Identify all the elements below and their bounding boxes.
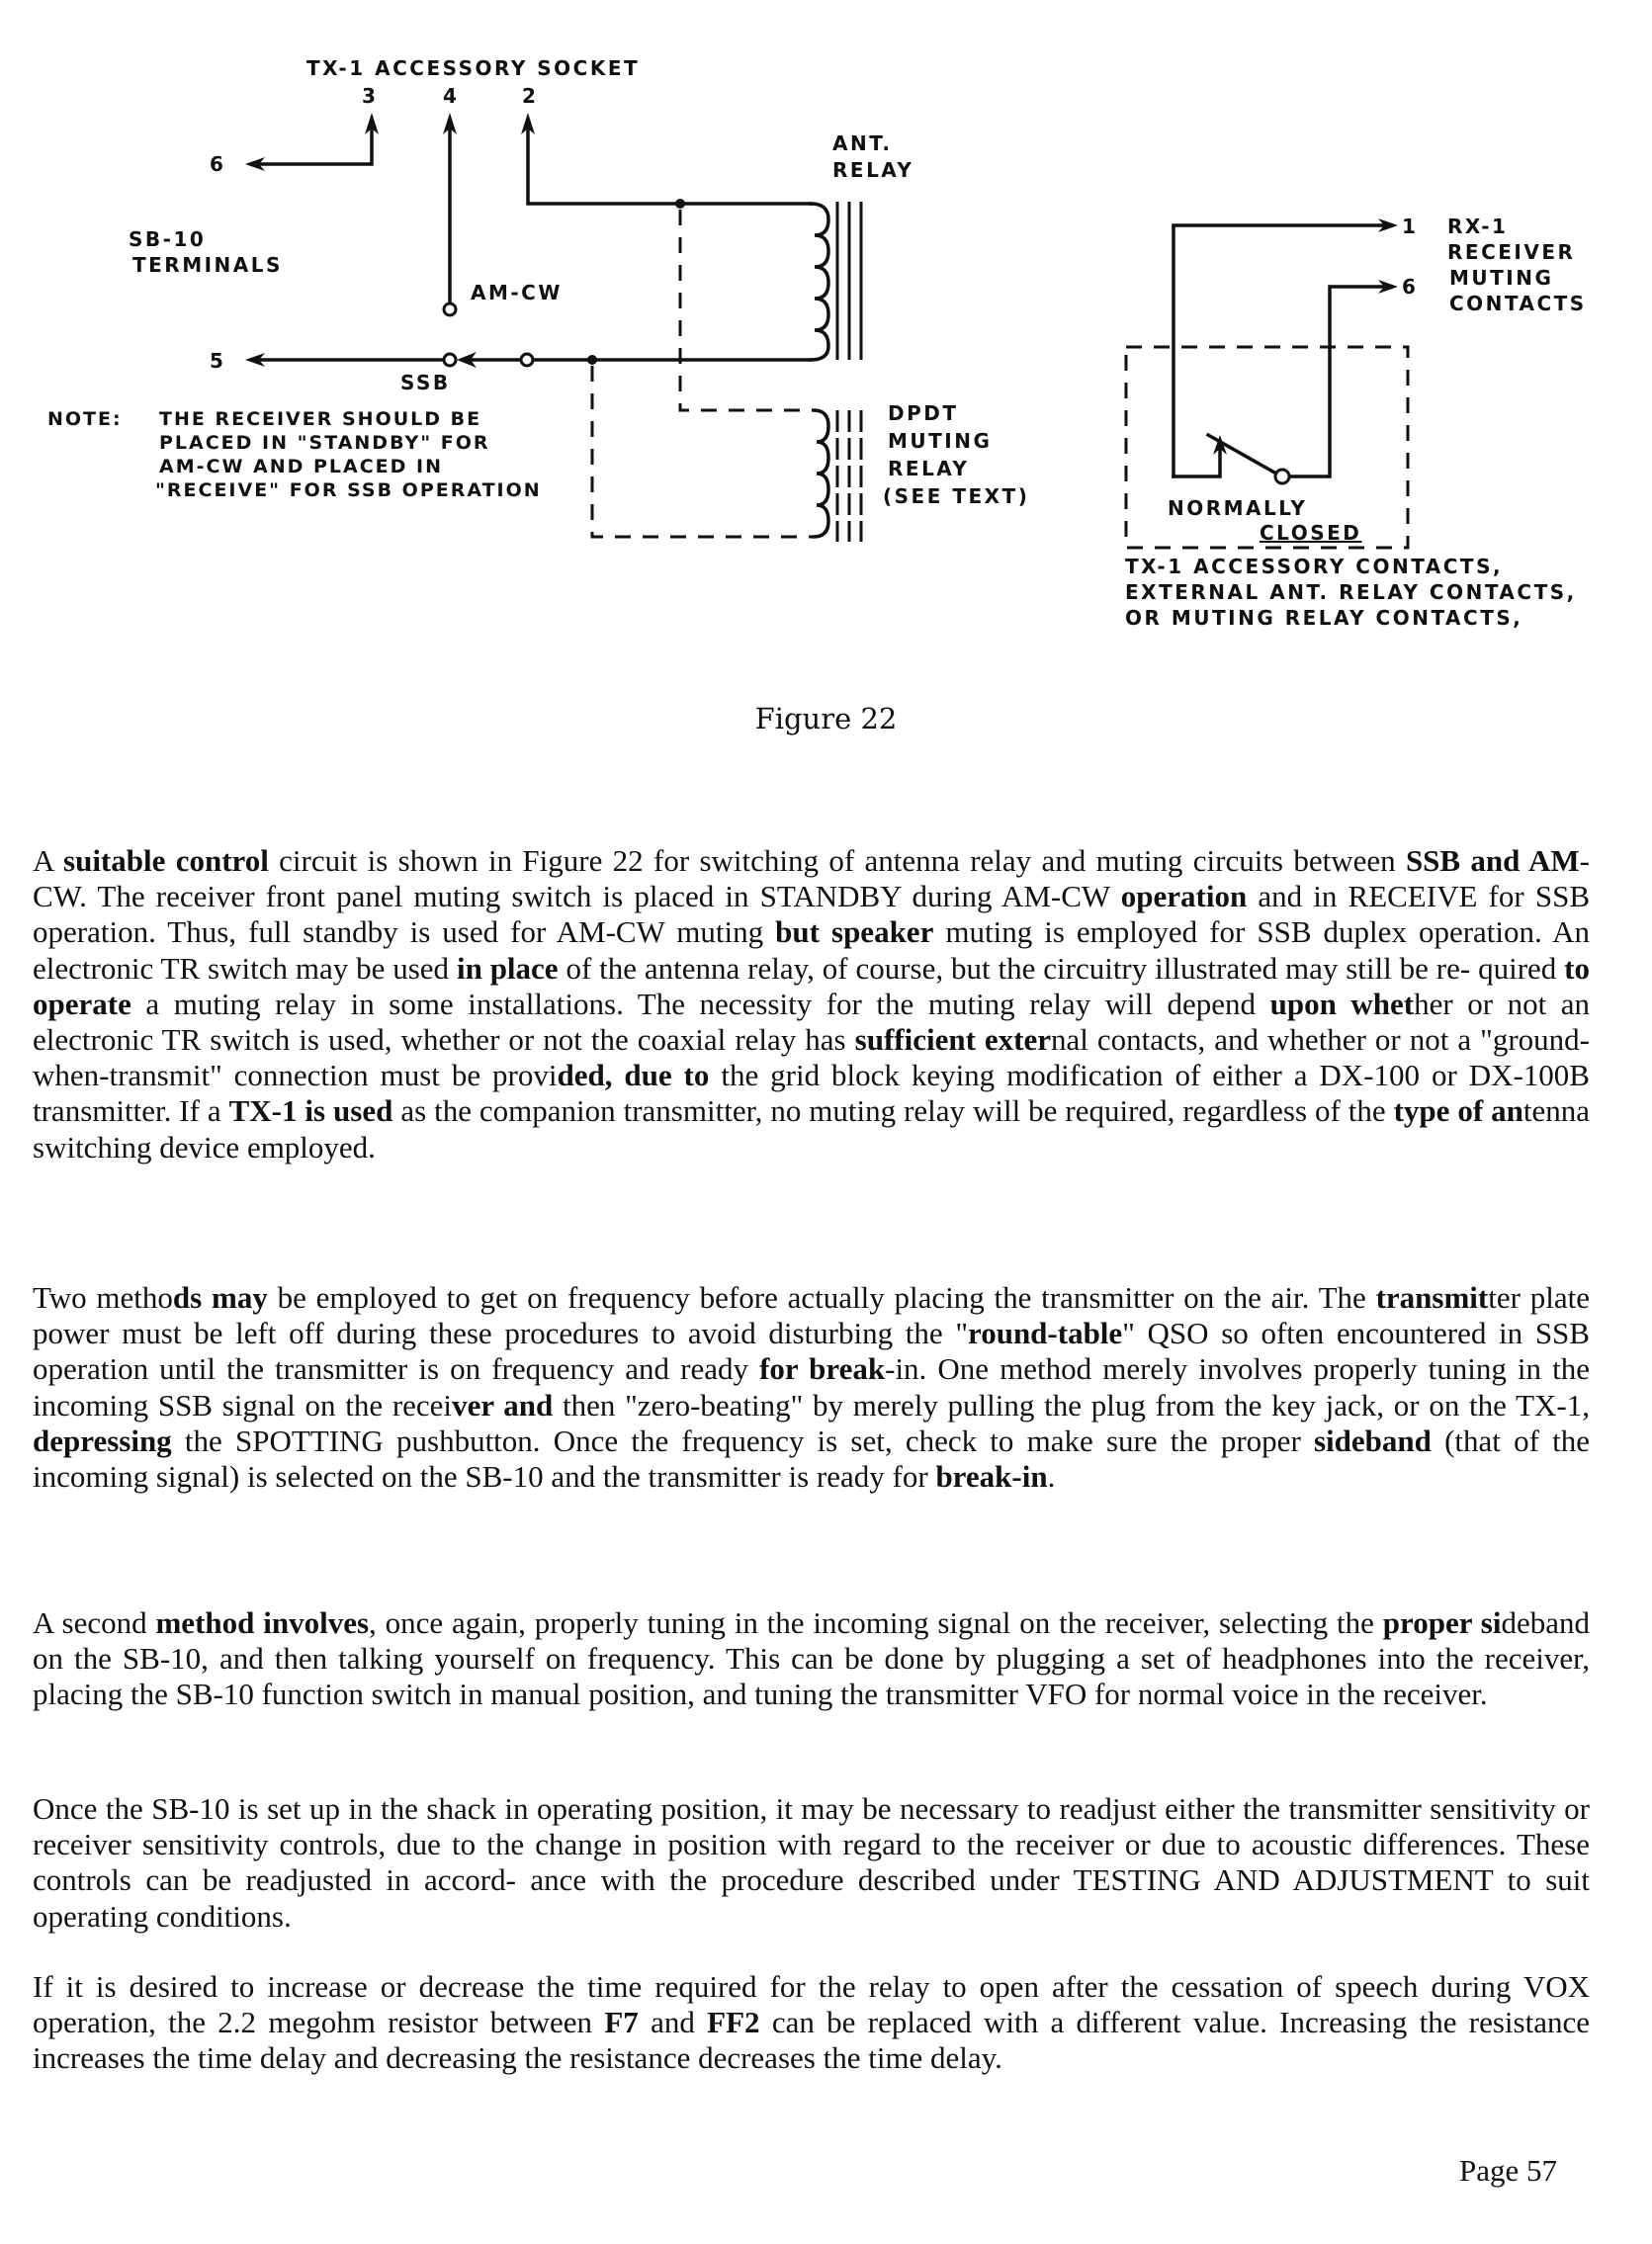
dashed-link-bottom [592, 366, 814, 537]
text-run: operation [1120, 879, 1248, 914]
footer-line-2: EXTERNAL ANT. RELAY CONTACTS, [1125, 580, 1577, 604]
pin-4-label: 4 [443, 84, 460, 108]
text-run: ded, due to [557, 1058, 710, 1093]
text-run: a muting relay in some installations. The necessity for the muting relay will depend [130, 986, 1270, 1021]
text-run: suitable control [63, 843, 269, 878]
text-run: and [638, 2005, 708, 2040]
note-line-2: PLACED IN "STANDBY" FOR [159, 432, 490, 454]
paragraph-3 [33, 1605, 1590, 1713]
pin-2-wire [521, 113, 811, 209]
text-run: but speaker [775, 914, 934, 950]
text-run: TX-1 is used [228, 1093, 393, 1129]
figure-caption: Figure 22 [754, 702, 898, 735]
text-run: to operate [33, 950, 1590, 1021]
terminal-6-label: 6 [210, 152, 226, 176]
text-run: " QSO so often encountered in SSB operation until the transmitter is on frequency and ready [33, 1316, 1590, 1387]
relay-label-2: RELAY [888, 457, 970, 480]
text-run: -in. One method merely involves properly tuning in the incoming SSB signal on the recei [33, 1351, 1590, 1423]
paragraph-1 [33, 843, 1590, 1165]
text-run: type of an [1393, 1093, 1523, 1129]
text-run: and in RECEIVE for SSB operation. Thus, full standby is used for AM-CW muting [33, 879, 1590, 950]
text-run: round-table [968, 1316, 1123, 1351]
text-run: deband on the SB-10, and then talking yourself on frequency. This can be done by plugging a set of headphones into the receiver, placing the SB-10 function switch in manual position, and tuning the transmitter VFO for normal voice in the receiver. [33, 1605, 1590, 1712]
text-run: her or not an electronic TR switch is used, whether or not the coaxial relay has [33, 986, 1591, 1058]
switch-pivot-icon [521, 354, 533, 366]
text-run: transmit [1375, 1280, 1489, 1315]
text-run: for break [759, 1351, 886, 1387]
text-run: the grid block keying modification of either a DX-100 or DX-100B transmitter. If a [33, 1058, 1590, 1129]
text-run: A second [33, 1605, 156, 1640]
text-run: -CW. The receiver front panel muting switch is placed in STANDBY during AM-CW [33, 843, 1590, 914]
left-schematic [47, 56, 1029, 542]
ssb-label: SSB [400, 371, 451, 394]
text-run: upon whet [1269, 986, 1415, 1021]
text-run: can be replaced with a different value. Increasing the resistance increases the time delay and decreasing the resistance decreases the time delay. [33, 2005, 1590, 2076]
text-run: depressing [33, 1423, 172, 1458]
pin-4-wire [443, 113, 457, 315]
right-schematic [1125, 215, 1587, 630]
ant-label: ANT. [832, 131, 893, 155]
text-run: sufficient exter [854, 1022, 1052, 1058]
terminal-6-label-right: 6 [1402, 275, 1419, 299]
text-run: then "zero-beating" by merely pulling the plug from the key jack, or on the TX-1, [553, 1387, 1590, 1423]
text-run: , once again, properly tuning in the incoming signal on the receiver, selecting the [369, 1605, 1383, 1640]
normally-label: NORMALLY [1168, 496, 1308, 520]
pin-2-label: 2 [522, 84, 539, 108]
terminal-5-label: 5 [210, 349, 226, 373]
text-run: muting is employed for SSB duplex operation. An electronic TR switch may be used [33, 914, 1590, 986]
text-run: of the antenna relay, of course, but the circuitry illustrated may still be re- quired [558, 950, 1565, 986]
normally-closed-switch [1174, 435, 1289, 483]
footer-line-1: TX-1 ACCESSORY CONTACTS, [1125, 555, 1504, 578]
footer-line-3: OR MUTING RELAY CONTACTS, [1125, 606, 1523, 630]
text-run: be employed to get on frequency before actually placing the transmitter on the air. The [267, 1280, 1376, 1315]
text-run: the SPOTTING pushbutton. Once the frequency is set, check to make sure the proper [171, 1423, 1314, 1458]
dashed-link-top [680, 210, 814, 410]
text-run: in place [456, 950, 559, 986]
sb10-label: SB-10 [129, 227, 207, 251]
paragraph-5 [33, 1969, 1590, 2077]
note-prefix: NOTE: [47, 408, 123, 430]
contacts-label: CONTACTS [1449, 292, 1587, 315]
paragraph-2 [33, 1280, 1590, 1495]
dpdt-muting-relay-coil [814, 410, 861, 542]
text-run: (that of the incoming signal) is selected on the SB-10 and the transmitter is ready for [33, 1423, 1590, 1495]
text-run: circuit is shown in Figure 22 for switching of antenna relay and muting circuits between [268, 843, 1406, 878]
note-line-4: "RECEIVE" FOR SSB OPERATION [155, 479, 542, 501]
antenna-relay-coil [811, 202, 861, 360]
dpdt-label: DPDT [888, 401, 959, 425]
amcw-contact-icon [444, 303, 456, 315]
ssb-contact-icon [444, 354, 456, 366]
see-text-label: (SEE TEXT) [883, 484, 1030, 508]
terminal-1-label: 1 [1402, 215, 1419, 238]
junction-dot [675, 199, 685, 209]
rx1-label: RX-1 [1447, 215, 1509, 238]
junction-dot [587, 355, 597, 365]
wire-to-terminal-6 [1288, 287, 1384, 476]
pin-3-label: 3 [362, 84, 379, 108]
text-run: break-in [935, 1459, 1048, 1495]
text-run: as the companion transmitter, no muting relay will be required, regardless of the [392, 1093, 1394, 1129]
text-run: ds may [172, 1280, 268, 1315]
switch-contact-icon [1275, 470, 1289, 483]
figure-22-schematic [0, 0, 1652, 692]
text-run: SSB and AM [1405, 843, 1580, 878]
text-run: If it is desired to increase or decrease the time required for the relay to open after the cessation of speech during VOX operation, the 2.2 megohm resistor between [33, 1969, 1590, 2040]
terminals-label: TERMINALS [132, 253, 283, 277]
text-run: FF2 [707, 2005, 760, 2040]
note-line-3: AM-CW AND PLACED IN [159, 456, 444, 477]
text-run: method involves [155, 1605, 370, 1640]
page-number: Page 57 [1459, 2153, 1558, 2188]
text-run: tenna switching device employed. [33, 1093, 1591, 1165]
text-run: ter plate power must be left off during these procedures to avoid disturbing the " [33, 1280, 1590, 1351]
text-run: F7 [604, 2005, 639, 2040]
text-run: proper si [1382, 1605, 1502, 1640]
note-line-1: THE RECEIVER SHOULD BE [159, 408, 482, 430]
closed-label: CLOSED [1260, 521, 1362, 545]
relay-label: RELAY [832, 158, 914, 182]
wire-to-terminal-1 [1174, 225, 1384, 476]
amcw-label: AM-CW [471, 281, 563, 304]
text-run: Two metho [33, 1280, 173, 1315]
text-run: sideband [1313, 1423, 1432, 1458]
pin-3-wire [245, 113, 379, 171]
muting-label-right: MUTING [1449, 266, 1554, 290]
text-run: ver and [452, 1387, 554, 1423]
text-run: A [33, 843, 64, 878]
text-run: nal contacts, and whether or not a "ground-when-transmit" connection must be provi [33, 1022, 1590, 1093]
ssb-switch-line [245, 352, 811, 368]
socket-title: TX-1 ACCESSORY SOCKET [306, 56, 641, 80]
text-run: Once the SB-10 is set up in the shack in operating position, it may be necessary to readjust either the transmitter sensitivity or receiver sensitivity controls, due to the change in position with regard to the receiver or due to acoustic differences. These controls can be readjusted in accord- ance with the procedure described under TESTING AND ADJUSTMENT to suit operating conditions. [33, 1791, 1590, 1934]
text-run: . [1047, 1459, 1056, 1495]
muting-label: MUTING [888, 429, 993, 453]
receiver-label: RECEIVER [1447, 240, 1576, 264]
paragraph-4 [33, 1791, 1590, 1935]
